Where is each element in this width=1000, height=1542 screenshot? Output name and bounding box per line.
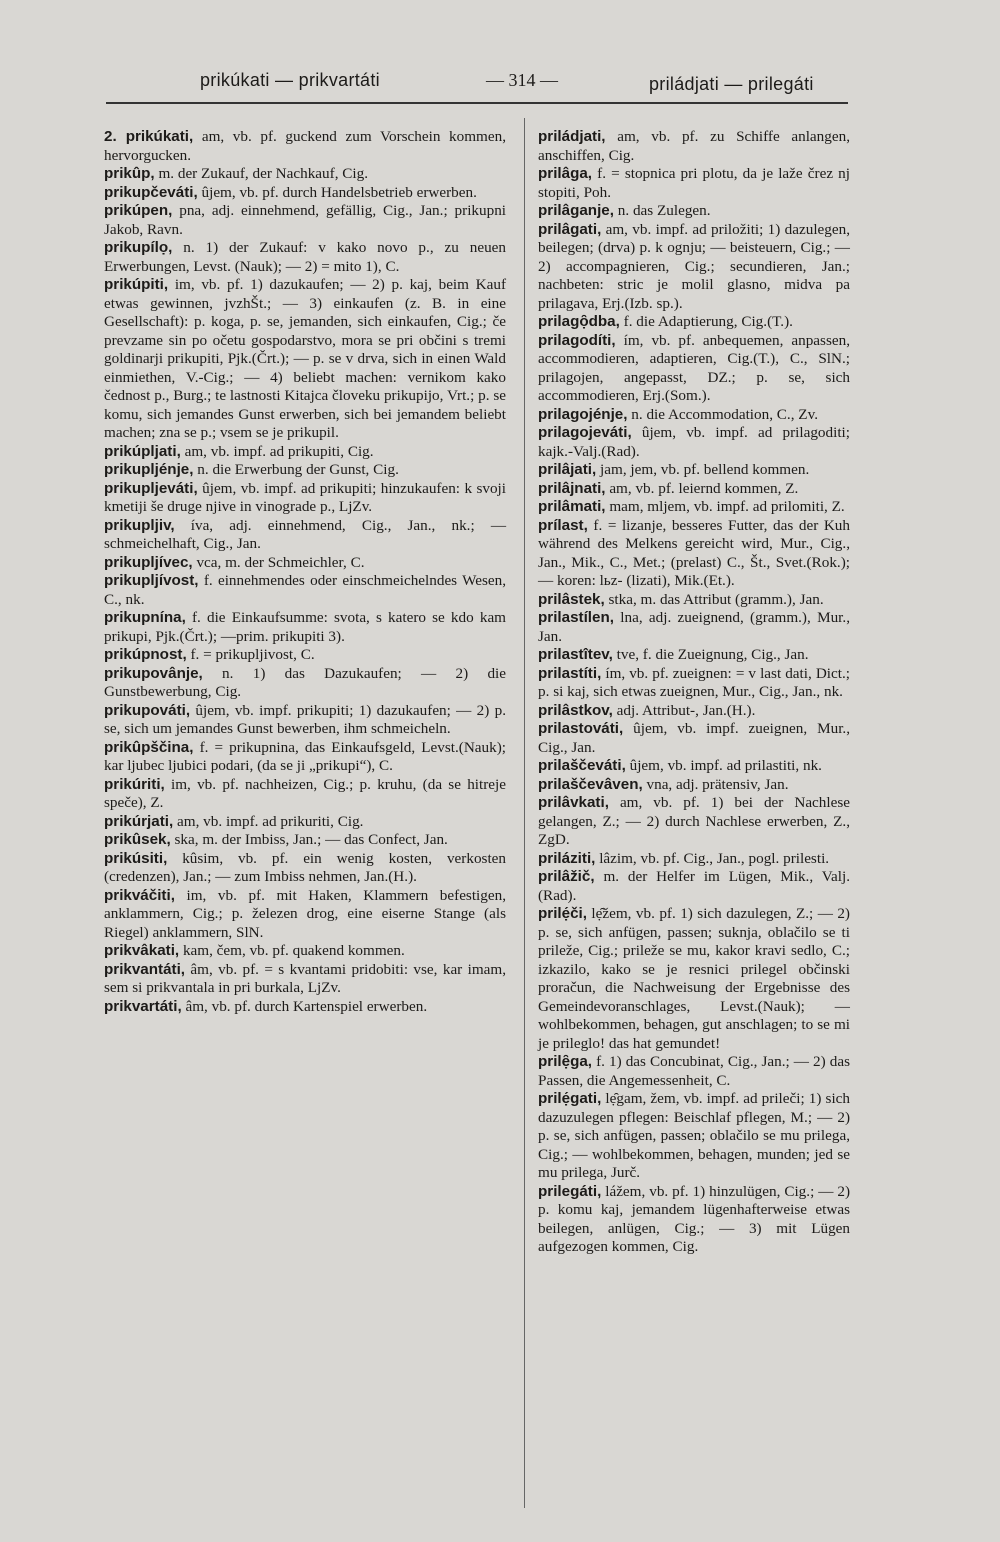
entry-definition: adj. Attribut-, Jan.(H.).: [616, 701, 756, 719]
headword: prikúrjati,: [104, 812, 174, 830]
left-column: [104, 128, 506, 1016]
headword: prikúpiti,: [104, 276, 169, 293]
headword: prikúpljati,: [104, 442, 181, 460]
dictionary-entry: [538, 720, 850, 757]
entry-definition: lážem, vb. pf. 1) hinzulügen, Cig.; — 2) p. komu kaj, jemandem lügenhafterweise etwas beilegen, anlügen, Cig.; — 3) mit Lügen aufgezogen kommen, Cig.: [538, 1182, 850, 1255]
dictionary-entry: [538, 332, 850, 406]
headword: prilaščeváti,: [538, 757, 626, 774]
headword: prikupljívost,: [104, 572, 199, 589]
headword: prilastováti,: [538, 720, 624, 737]
headword: prikvantáti,: [104, 960, 186, 978]
headword: prikupovânje,: [104, 664, 203, 682]
headword: priládjati,: [538, 128, 606, 145]
dictionary-entry: [538, 757, 850, 776]
headword: prilâjati,: [538, 461, 597, 478]
dictionary-entry: [538, 665, 850, 702]
dictionary-entry: [104, 554, 506, 573]
entry-definition: jam, jem, vb. pf. bellend kommen.: [600, 461, 810, 478]
headword: prilegáti,: [538, 1182, 602, 1200]
headword: prilâmati,: [538, 498, 606, 515]
headword: prikupljívec,: [104, 553, 193, 571]
entry-definition: f. 1) das Concubinat, Cig., Jan.; — 2) das Passen, die Angemessenheit, C.: [538, 1053, 851, 1089]
headword: prílast,: [538, 516, 588, 534]
entry-definition: stka, m. das Attribut (gramm.), Jan.: [608, 590, 824, 608]
entry-definition: ím, vb. pf. zueignen: = v last dati, Dict.; p. si kaj, sich etwas zueignen, Mur., Cig., Jan., nk.: [538, 664, 850, 700]
dictionary-entry: [104, 813, 506, 832]
entry-definition: ûjem, vb. impf. prikupiti; 1) dazukaufen; — 2) p. se, sich um jemandes Gunst bewerben, ihm schmeicheln.: [104, 701, 506, 737]
header-rule: [106, 102, 848, 104]
entry-definition: lẹ̑gam, žem, vb. impf. ad prileči; 1) sich dazuzulegen pflegen: Beischlaf pflegen, M.; — 2) p. se, sich anfügen, passen; oblačilo se mu prilega, Cig.; — wohlbekommen, behagen, munden; jed se mu prilega, Jurč.: [538, 1090, 851, 1181]
entry-definition: kam, čem, vb. pf. quakend kommen.: [182, 942, 405, 959]
headword: prilâga,: [538, 165, 593, 182]
entry-definition: ûjem, vb. impf. zueignen, Mur., Cig., Jan.: [538, 720, 851, 756]
headword: prikúpen,: [104, 202, 173, 219]
dictionary-entry: [538, 221, 850, 314]
entry-definition: n. 1) der Zukauf: v kako novo p., zu neuen Erwerbungen, Levst. (Nauk); — 2) = mito 1), C.: [104, 239, 506, 275]
dictionary-entry: [538, 461, 850, 480]
headword: prilastíti,: [538, 664, 602, 682]
headword: priláziti,: [538, 849, 596, 867]
entry-definition: vca, m. der Schmeichler, C.: [196, 553, 365, 571]
dictionary-entry: [104, 887, 506, 943]
entry-definition: ûjem, vb. impf. ad prilastiti, nk.: [629, 757, 822, 774]
entry-definition: am, vb. pf. leiernd kommen, Z.: [609, 479, 799, 497]
dictionary-entry: [104, 739, 506, 776]
entry-definition: mam, mljem, vb. impf. ad prilomiti, Z.: [609, 498, 845, 515]
headword: prilâstek,: [538, 590, 605, 608]
entry-definition: pna, adj. einnehmend, gefällig, Cig., Jan.; prikupni Jakob, Ravn.: [104, 202, 507, 238]
entry-definition: ûjem, vb. pf. durch Handelsbetrieb erwerben.: [201, 183, 477, 201]
dictionary-entry: [538, 1090, 850, 1183]
dictionary-entry: [538, 498, 850, 517]
dictionary-entry: [104, 480, 506, 517]
headword: prilâganje,: [538, 202, 614, 219]
headword: prikúriti,: [104, 775, 165, 793]
dictionary-entry: [104, 202, 506, 239]
dictionary-entry: [104, 609, 506, 646]
dictionary-entry: [538, 480, 850, 499]
dictionary-entry: [538, 609, 850, 646]
entry-definition: f. = lizanje, besseres Futter, das der Kuh während des Melkens gereicht wird, Mur., Cig., Jan., Mik., C., Met.; (prelast) C., Št., Svet.(Rok.); — koren: lьz- (lizati), Mik.(Et.).: [538, 516, 850, 589]
entry-definition: m. der Helfer im Lügen, Mik., Valj.(Rad).: [538, 868, 850, 904]
headword: prikupováti,: [104, 701, 191, 719]
headword: prikûpščina,: [104, 738, 194, 756]
entry-definition: im, vb. pf. mit Haken, Klammern befestigen, anklammern, Cig.; p. železen drog, eine eiserne Stange (als Riegel) anklammern, SlN.: [104, 886, 507, 941]
entry-definition: lâzim, vb. pf. Cig., Jan., pogl. prilesti.: [599, 849, 830, 867]
dictionary-entry: [104, 850, 506, 887]
page-number: — 314 —: [486, 70, 558, 90]
entry-definition: am, vb. pf. zu Schiffe anlangen, anschiffen, Cig.: [538, 128, 850, 164]
dictionary-entry: [104, 443, 506, 462]
headword: prikváčiti,: [104, 886, 175, 904]
entry-definition: am, vb. impf. ad prikuriti, Cig.: [177, 812, 364, 830]
entry-definition: íva, adj. einnehmend, Cig., Jan., nk.; — schmeichelhaft, Cig., Jan.: [104, 516, 507, 552]
dictionary-entry: [538, 517, 850, 591]
entry-definition: n. das Zulegen.: [617, 202, 711, 219]
dictionary-entry: [538, 850, 850, 869]
headword: prilâgati,: [538, 220, 602, 238]
entry-definition: f. einnehmendes oder einschmeichelndes Wesen, C., nk.: [104, 572, 506, 608]
dictionary-entry: [104, 184, 506, 203]
entry-definition: lna, adj. zueignend, (gramm.), Mur., Jan.: [538, 609, 850, 645]
headword: prilastîtev,: [538, 646, 613, 663]
dictionary-entry: [538, 406, 850, 425]
dictionary-entry: [104, 128, 506, 165]
dictionary-entry: [104, 572, 506, 609]
headword: prilaščevâven,: [538, 775, 643, 793]
entry-definition: tve, f. die Zueignung, Cig., Jan.: [616, 646, 809, 663]
dictionary-entry: [538, 868, 850, 905]
dictionary-entry: [538, 794, 850, 850]
headword: prikûsek,: [104, 831, 171, 848]
dictionary-entry: [538, 128, 850, 165]
headword: prilagojeváti,: [538, 424, 632, 441]
dictionary-entry: [104, 831, 506, 850]
dictionary-entry: [538, 313, 850, 332]
headword: prikúsiti,: [104, 849, 168, 867]
dictionary-entry: [104, 646, 506, 665]
entry-definition: am, vb. pf. guckend zum Vorschein kommen, hervorgucken.: [104, 128, 506, 164]
dictionary-entry: [538, 1183, 850, 1257]
entry-definition: m. der Zukauf, der Nachkauf, Cig.: [158, 165, 369, 182]
entry-definition: âm, vb. pf. durch Kartenspiel erwerben.: [185, 997, 428, 1015]
headword: prikûp,: [104, 165, 155, 182]
headword: prilâvkati,: [538, 794, 609, 811]
entry-definition: n. die Accommodation, C., Zv.: [631, 405, 818, 423]
entry-definition: f. die Adaptierung, Cig.(T.).: [623, 313, 793, 330]
entry-definition: ûjem, vb. impf. ad prikupiti; hinzukaufen: k svoji kmetiji še druge njive in vinograde p., LjZv.: [104, 479, 506, 515]
dictionary-entry: [104, 776, 506, 813]
headword: prilâstkov,: [538, 701, 613, 719]
entry-definition: am, vb. impf. ad priložiti; 1) dazulegen, beilegen; (drva) p. k ognju; — beisteuern, Cig.; — 2) accompagnieren, Cig.; secundieren, Jan.; nachbeten: stric je molil glasno, midva pa prilagava, Erj.(Izb. sp.).: [538, 220, 851, 312]
headword: prilastílen,: [538, 609, 614, 626]
dictionary-entry: [538, 165, 850, 202]
entry-definition: f. = prikupnina, das Einkaufsgeld, Levst.(Nauk); kar ljubec ljubici podari, (da se ji „prikupi“), C.: [104, 738, 506, 774]
dictionary-entry: [538, 1053, 850, 1090]
dictionary-entry: [538, 591, 850, 610]
column-divider: [524, 118, 525, 1508]
headword: 2. prikúkati,: [104, 128, 194, 145]
headword: prikupljeváti,: [104, 479, 198, 497]
dictionary-entry: [538, 776, 850, 795]
dictionary-entry: [104, 165, 506, 184]
entry-definition: im, vb. pf. 1) dazukaufen; — 2) p. kaj, beim Kauf etwas gewinnen, jvzhŠt.; — 3) einkaufen (z. B. in eine Gesellschaft): p. koga, p. se, jemanden, sich einkaufen, Cig.; če prevzame sin po očetu gospodarstvo, mora se pri občini s tremi goldinarji prikupiti, Pjk.(Črt.); — p. se v drva, sich in einen Wald einmiethen, V.-Cig.; — 4) beliebt machen: vernikom kako čednost p., Burg.; te lastnosti Kitajca človeku prikupijo, Vrt.; p. se komu, sich jemandes Gunst erwerben, sich bei jemandem beliebt machen; zna se p.; vsem se je prikupil.: [104, 276, 507, 441]
dictionary-entry: [104, 239, 506, 276]
dictionary-entry: [104, 665, 506, 702]
dictionary-entry: [538, 202, 850, 221]
entry-definition: vna, adj. prätensiv, Jan.: [646, 775, 789, 793]
headword: prilagodíti,: [538, 331, 616, 349]
header-left-guide-words: prikúkati — prikvartáti: [200, 70, 380, 90]
dictionary-entry: [104, 961, 506, 998]
entry-definition: am, vb. pf. 1) bei der Nachlese gelangen, Z.; — 2) durch Nachlese erwerben, Z., ZgD.: [538, 794, 851, 848]
dictionary-entry: [538, 702, 850, 721]
headword: prikupnína,: [104, 609, 186, 626]
headword: prikupílọ,: [104, 239, 173, 256]
entry-definition: am, vb. impf. ad prikupiti, Cig.: [184, 442, 374, 460]
page-header: [106, 70, 856, 100]
headword: prilagojénje,: [538, 405, 628, 423]
headword: prikvartáti,: [104, 997, 182, 1015]
dictionary-entry: [538, 646, 850, 665]
dictionary-entry: [538, 424, 850, 461]
entry-definition: n. die Erwerbung der Gunst, Cig.: [197, 461, 399, 478]
dictionary-entry: [104, 517, 506, 554]
entry-definition: n. 1) das Dazukaufen; — 2) die Gunstbewerbung, Cig.: [104, 664, 507, 700]
entry-definition: f. = stopnica pri plotu, da je laže črez nj stopiti, Poh.: [538, 165, 850, 201]
dictionary-entry: [538, 905, 850, 1053]
headword: prilẹ́či,: [538, 905, 587, 922]
headword: prikvâkati,: [104, 942, 180, 959]
headword: prikúpnost,: [104, 646, 187, 663]
headword: prilẹ̑ga,: [538, 1053, 593, 1070]
headword: prikupljénje,: [104, 461, 194, 478]
dictionary-entry: [104, 276, 506, 443]
headword: prikupčeváti,: [104, 183, 198, 201]
headword: prikupljiv,: [104, 516, 175, 534]
right-column: [538, 128, 850, 1257]
entry-definition: f. = prikupljivost, C.: [190, 646, 315, 663]
entry-definition: kûsim, vb. pf. ein wenig kosten, verkosten (credenzen), Jan.; — zum Imbiss nehmen, Jan.(H.).: [104, 849, 507, 885]
entry-definition: im, vb. pf. nachheizen, Cig.; p. kruhu, (da se hitreje speče), Z.: [104, 775, 506, 811]
header-right-guide-words: priládjati — prilegáti: [649, 74, 814, 94]
entry-definition: ûjem, vb. impf. ad prilagoditi; kajk.-Valj.(Rad).: [538, 424, 850, 460]
headword: prilagọ̑dba,: [538, 313, 620, 330]
entry-definition: f. die Einkaufsumme: svota, s katero se kdo kam prikupi, Pjk.(Črt.); —prim. prikupiti 3).: [104, 609, 506, 645]
headword: prilẹ́gati,: [538, 1090, 602, 1107]
dictionary-entry: [104, 461, 506, 480]
dictionary-entry: [104, 702, 506, 739]
entry-definition: lẹ̑žem, vb. pf. 1) sich dazulegen, Z.; — 2) p. se, sich anfügen, passen; suknja, oblačilo se ti prileže, Cig.; prileže se mu, kakor kravi sedlo, C.; izkazilo, kako se je resnici prilegel občinski proračun, die Nachweisung der Ergebnisse des Gemeindevoranschlages, Levst.(Nauk); — wohlbekommen, behagen, gut anschlagen; to se mi je prileglo! das hat gemundet!: [538, 905, 850, 1052]
dictionary-entry: [104, 942, 506, 961]
entry-definition: ím, vb. pf. anbequemen, anpassen, accommodieren, adaptieren, Cig.(T.), C., SlN.; prilagojen, angepasst, DZ.; p. se, sich accommodieren, Erj.(Som.).: [538, 331, 851, 404]
headword: prilâžič,: [538, 868, 595, 885]
entry-definition: âm, vb. pf. = s kvantami pridobiti: vse, kar imam, sem si prikvantala in pri burkala, LjZv.: [104, 960, 507, 996]
entry-definition: ska, m. der Imbiss, Jan.; — das Confect, Jan.: [174, 831, 448, 848]
dictionary-entry: [104, 998, 506, 1017]
headword: prilâjnati,: [538, 479, 606, 497]
